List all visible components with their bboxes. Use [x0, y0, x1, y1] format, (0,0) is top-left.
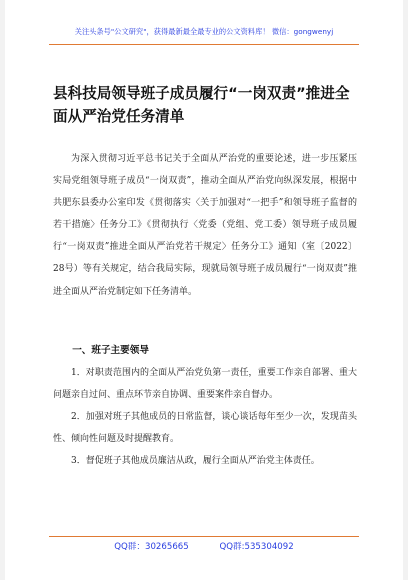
footer — [5, 540, 403, 552]
header-banner: 关注头条号"公文研究"，获得最新最全最专业的公文资料库！ 微信：gongwenyj — [74, 27, 334, 36]
task-item: 1．对职责范围内的全面从严治党负第一责任，重要工作亲自部署、重大问题亲自过问、重点环节亲自协调、重要案件亲自督办。 — [53, 368, 357, 401]
intro-paragraph: 为深入贯彻习近平总书记关于全面从严治党的重要论述，进一步压紧压实局党组领导班子成员“一岗双责”，推动全面从严治党向纵深发展，根据中共肥东县委办公室印发《贯彻落实〈关于加强对“一把手”和领导班子监督的若干措施〉任务分工》《贯彻执行〈党委（党组、党工委）领导班子成员履行“一岗双责”推进全面从严治党若干规定〉任务分工》通知（室〔2022〕28号）等有关规定，结合我局实际，现就局领导班子成员履行“一岗双责”推进全面从严治党制定如下任务清单。 — [53, 154, 357, 297]
task-item: 2．加强对班子其他成员的日常监督，谈心谈话每年至少一次，发现苗头性、倾向性问题及时提醒教育。 — [53, 412, 357, 445]
document-page — [5, 0, 403, 580]
intro-section — [53, 148, 357, 303]
footer-qq-group-1: QQ群：30265665 — [114, 542, 189, 552]
task-list — [53, 362, 357, 472]
task-item: 3．督促班子其他成员廉洁从政，履行全面从严治党主体责任。 — [71, 456, 320, 467]
footer-qq-group-2: QQ群:535304092 — [219, 542, 294, 552]
section-heading: 一、班子主要领导 — [72, 345, 149, 356]
footer-divider — [49, 536, 359, 537]
document-title: 县科技局领导班子成员履行“一岗双责”推进全面从严治党任务清单 — [53, 85, 350, 125]
header-divider — [49, 44, 359, 45]
